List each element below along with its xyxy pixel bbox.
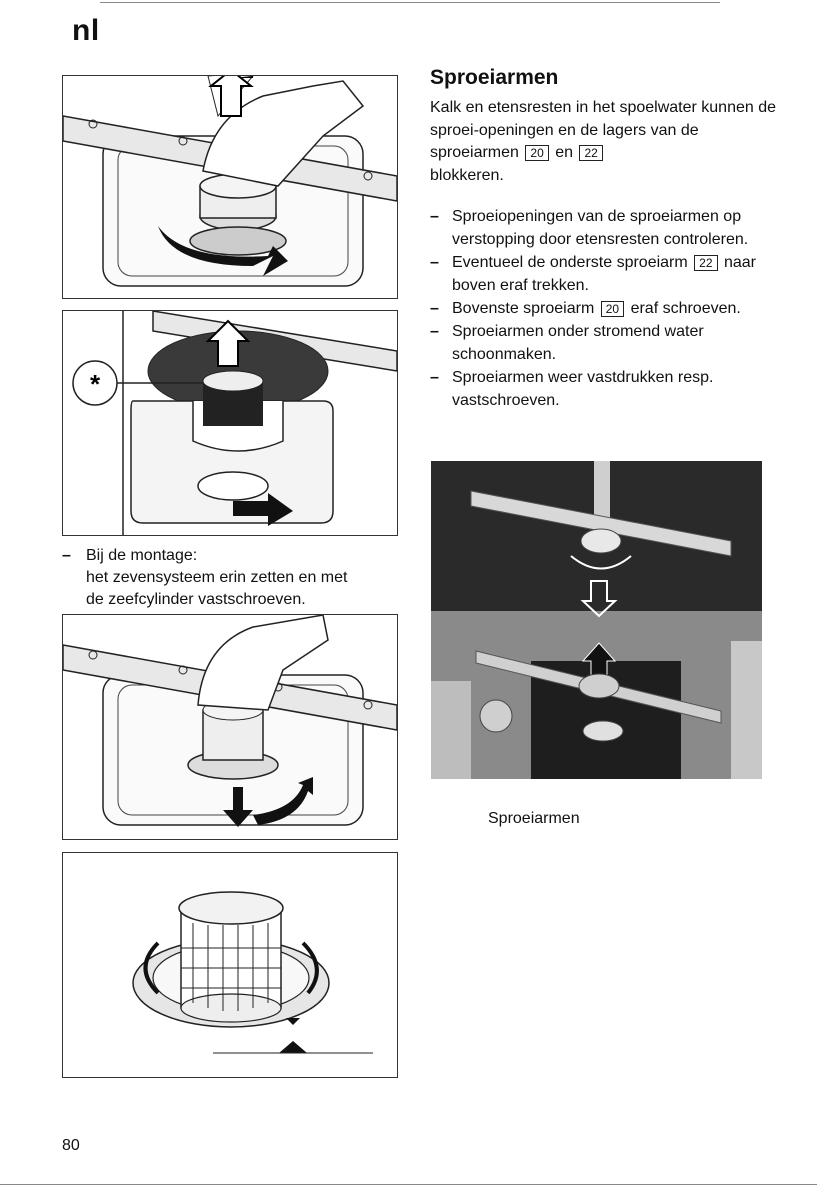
- section-intro: [430, 97, 780, 187]
- ref-box-22: 22: [694, 255, 717, 271]
- step-text: Sproeiopeningen van de sproeiarmen op verstopping door etensresten controleren.: [452, 208, 749, 248]
- figure-filter-install: [62, 614, 398, 840]
- step-text: naar boven eraf trekken.: [452, 254, 756, 294]
- spray-arm-photo-illustration: [431, 461, 762, 779]
- step-item: [428, 205, 768, 251]
- intro-and: en: [555, 144, 573, 161]
- section-heading: Sproeiarmen: [430, 66, 559, 89]
- bottom-rule: [0, 1184, 817, 1185]
- step-text: Sproeiarmen onder stromend water schoonmaken.: [452, 323, 704, 363]
- filter-install-illustration: [63, 615, 397, 839]
- step-text: Eventueel de onderste sproeiarm: [452, 254, 688, 271]
- step-item: [428, 251, 768, 297]
- step-item: [428, 366, 768, 412]
- asterisk-label: *: [89, 369, 101, 399]
- step-item: [428, 320, 768, 366]
- montage-line-2: het zevensysteem erin zetten en met: [86, 569, 348, 586]
- page-number: 80: [62, 1137, 80, 1154]
- step-text: Bovenste sproeiarm: [452, 300, 595, 317]
- ref-box-20: 20: [525, 145, 548, 161]
- intro-text-1: Kalk en etensresten in het spoelwater kunnen de sproei-openingen en de lagers van de sproeiarmen: [430, 99, 777, 161]
- step-item: [428, 297, 768, 320]
- intro-text-2: blokkeren.: [430, 166, 504, 184]
- figure-filter-removal: [62, 75, 398, 299]
- montage-instruction: [62, 545, 402, 611]
- figure-filter-assembly: [62, 852, 398, 1078]
- montage-line-3: de zeefcylinder vastschroeven.: [86, 591, 306, 608]
- filter-removal-illustration: [63, 76, 397, 298]
- step-list: [428, 205, 768, 412]
- step-text: eraf schroeven.: [630, 300, 741, 317]
- step-text: Sproeiarmen weer vastdrukken resp. vastschroeven.: [452, 369, 714, 409]
- photo-caption: Sproeiarmen: [488, 810, 580, 827]
- top-rule: [100, 2, 720, 3]
- filter-assembly-illustration: [63, 853, 397, 1077]
- ref-box-20: 20: [601, 301, 624, 317]
- ref-box-22: 22: [579, 145, 602, 161]
- spray-arm-photo: [431, 461, 762, 779]
- bullet-dash: –: [62, 547, 71, 564]
- montage-line-1: Bij de montage:: [86, 547, 198, 564]
- filter-cylinder-illustration: [63, 311, 397, 535]
- language-tag: nl: [72, 14, 100, 47]
- figure-filter-cylinder: [62, 310, 398, 536]
